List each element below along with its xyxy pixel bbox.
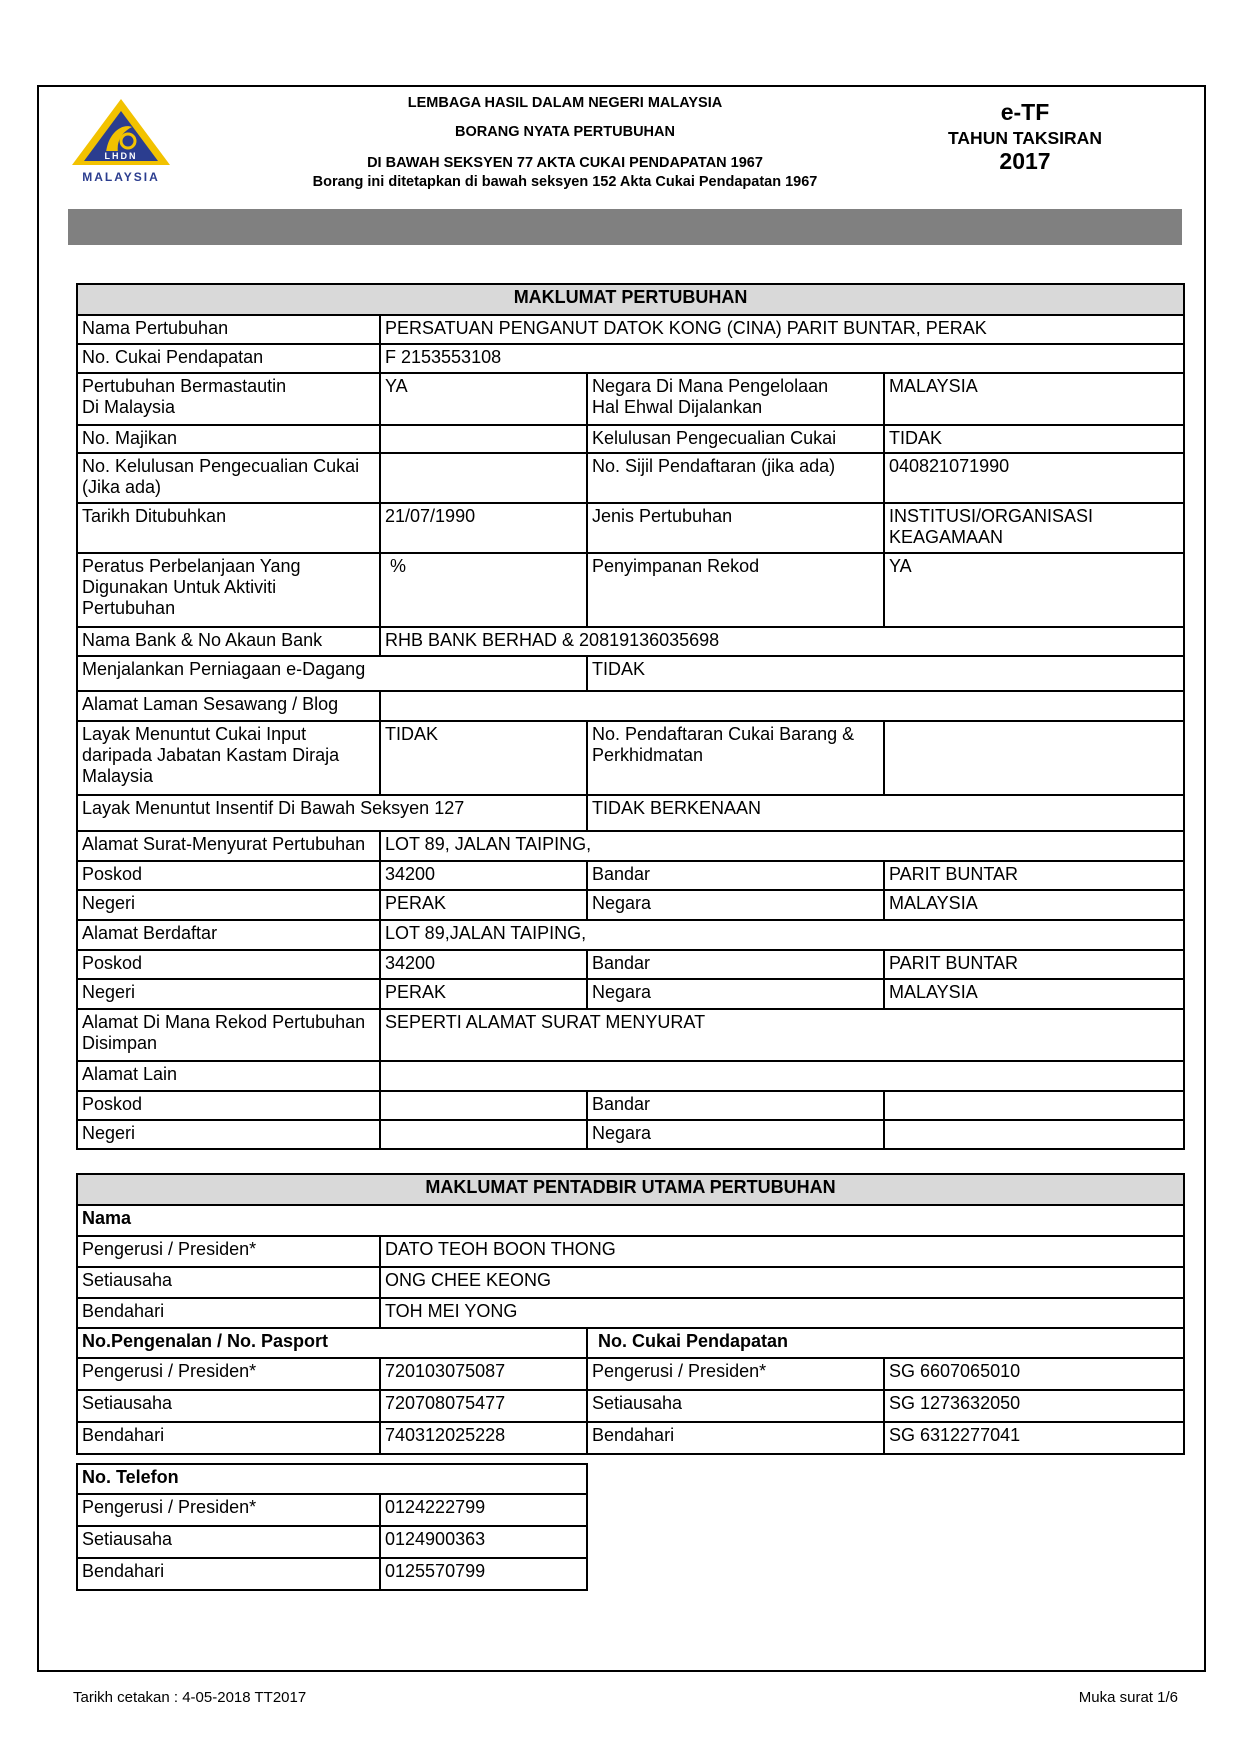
incentive-label: Layak Menuntut Insentif Di Bawah Seksyen 127 — [77, 795, 587, 831]
resident-label: Pertubuhan Bermastautin Di Malaysia — [77, 373, 380, 425]
incentive-value: TIDAK BERKENAAN — [587, 795, 1184, 831]
exempt-no-label: No. Kelulusan Pengecualian Cukai (Jika ada) — [77, 453, 380, 503]
reg-addr-value: LOT 89,JALAN TAIPING, — [380, 920, 1184, 950]
reg-country-label: Negara — [587, 979, 884, 1009]
other-postcode-value — [380, 1091, 587, 1120]
president-phone-label: Pengerusi / Presiden* — [77, 1494, 380, 1526]
tax-no-value: F 2153553108 — [380, 344, 1184, 373]
employer-no-value — [380, 425, 587, 453]
print-date: Tarikh cetakan : 4-05-2018 TT2017 — [73, 1689, 307, 1706]
reg-state-value: PERAK — [380, 979, 587, 1009]
reg-cert-value: 040821071990 — [884, 453, 1184, 503]
form-title: BORANG NYATA PERTUBUHAN — [455, 124, 675, 140]
other-country-label: Negara — [587, 1120, 884, 1149]
other-postcode-label: Poskod — [77, 1091, 380, 1120]
mail-city-value: PARIT BUNTAR — [884, 861, 1184, 890]
president-id: 720103075087 — [380, 1358, 587, 1390]
president-phone: 0124222799 — [380, 1494, 587, 1526]
treasurer-phone: 0125570799 — [380, 1558, 587, 1590]
input-tax-value: TIDAK — [380, 721, 587, 795]
records-label: Penyimpanan Rekod — [587, 553, 884, 627]
form-code: e-TF — [1000, 99, 1050, 125]
input-tax-label: Layak Menuntut Cukai Input daripada Jabatan Kastam Diraja Malaysia — [77, 721, 380, 795]
treasurer-phone-label: Bendahari — [77, 1558, 380, 1590]
president-id-label: Pengerusi / Presiden* — [77, 1358, 380, 1390]
mail-addr-value: LOT 89, JALAN TAIPING, — [380, 831, 1184, 861]
treasurer-tax: SG 6312277041 — [884, 1422, 1184, 1454]
section-title-admin: MAKLUMAT PENTADBIR UTAMA PERTUBUHAN — [77, 1174, 1184, 1205]
tax-heading: No. Cukai Pendapatan — [587, 1328, 1184, 1358]
secretary-label: Setiausaha — [77, 1267, 380, 1298]
website-value — [380, 691, 1184, 721]
mgmt-country-label: Negara Di Mana Pengelolaan Hal Ehwal Dijalankan — [587, 373, 884, 425]
id-heading: No.Pengenalan / No. Pasport — [77, 1328, 587, 1358]
ecommerce-label: Menjalankan Perniagaan e-Dagang — [77, 656, 587, 691]
reg-state-label: Negeri — [77, 979, 380, 1009]
mail-postcode-label: Poskod — [77, 861, 380, 890]
svg-text:LHDN: LHDN — [104, 151, 138, 161]
rec-addr-value: SEPERTI ALAMAT SURAT MENYURAT — [380, 1009, 1184, 1061]
svg-text:MALAYSIA: MALAYSIA — [82, 170, 160, 184]
website-label: Alamat Laman Sesawang / Blog — [77, 691, 380, 721]
other-country-value — [884, 1120, 1184, 1149]
secretary-id: 720708075477 — [380, 1390, 587, 1422]
exempt-no-value — [380, 453, 587, 503]
spend-pct-label: Peratus Perbelanjaan Yang Digunakan Untuk Aktiviti Pertubuhan — [77, 553, 380, 627]
other-addr-label: Alamat Lain — [77, 1061, 380, 1091]
other-city-value — [884, 1091, 1184, 1120]
mail-addr-label: Alamat Surat-Menyurat Pertubuhan — [77, 831, 380, 861]
header-band — [68, 209, 1182, 245]
mail-country-label: Negara — [587, 890, 884, 920]
rec-addr-label: Alamat Di Mana Rekod Pertubuhan Disimpan — [77, 1009, 380, 1061]
name-heading: Nama — [77, 1205, 1184, 1236]
other-addr-value — [380, 1061, 1184, 1091]
org-name-value: PERSATUAN PENGANUT DATOK KONG (CINA) PARIT BUNTAR, PERAK — [380, 315, 1184, 344]
assessment-year-label: TAHUN TAKSIRAN — [948, 128, 1102, 148]
reg-city-value: PARIT BUNTAR — [884, 950, 1184, 979]
agency-title: LEMBAGA HASIL DALAM NEGERI MALAYSIA — [407, 95, 723, 111]
reg-country-value: MALAYSIA — [884, 979, 1184, 1009]
resident-value: YA — [380, 373, 587, 425]
secretary-name: ONG CHEE KEONG — [380, 1267, 1184, 1298]
org-name-label: Nama Pertubuhan — [77, 315, 380, 344]
other-state-value — [380, 1120, 587, 1149]
other-state-label: Negeri — [77, 1120, 380, 1149]
reg-city-label: Bandar — [587, 950, 884, 979]
treasurer-id-label: Bendahari — [77, 1422, 380, 1454]
admin-info-table — [76, 1173, 1185, 1455]
reg-addr-label: Alamat Berdaftar — [77, 920, 380, 950]
org-info-table — [76, 283, 1185, 1150]
records-value: YA — [884, 553, 1184, 627]
mail-country-value: MALAYSIA — [884, 890, 1184, 920]
treasurer-id: 740312025228 — [380, 1422, 587, 1454]
treasurer-tax-label: Bendahari — [587, 1422, 884, 1454]
secretary-tax: SG 1273632050 — [884, 1390, 1184, 1422]
form-regulation: Borang ini ditetapkan di bawah seksyen 152 Akta Cukai Pendapatan 1967 — [312, 174, 818, 190]
lhdn-logo — [66, 97, 176, 185]
president-tax: SG 6607065010 — [884, 1358, 1184, 1390]
est-date-label: Tarikh Ditubuhkan — [77, 503, 380, 553]
president-tax-label: Pengerusi / Presiden* — [587, 1358, 884, 1390]
secretary-tax-label: Setiausaha — [587, 1390, 884, 1422]
gst-value — [884, 721, 1184, 795]
mail-state-value: PERAK — [380, 890, 587, 920]
phone-table — [76, 1463, 588, 1591]
phone-heading: No. Telefon — [77, 1464, 587, 1494]
page-number: Muka surat 1/6 — [1078, 1689, 1178, 1706]
mail-postcode-value: 34200 — [380, 861, 587, 890]
gst-label: No. Pendaftaran Cukai Barang & Perkhidmatan — [587, 721, 884, 795]
tax-exempt-label: Kelulusan Pengecualian Cukai — [587, 425, 884, 453]
mail-city-label: Bandar — [587, 861, 884, 890]
reg-postcode-label: Poskod — [77, 950, 380, 979]
employer-no-label: No. Majikan — [77, 425, 380, 453]
org-type-value: INSTITUSI/ORGANISASI KEAGAMAAN — [884, 503, 1184, 553]
bank-value: RHB BANK BERHAD & 20819136035698 — [380, 627, 1184, 656]
other-city-label: Bandar — [587, 1091, 884, 1120]
treasurer-name: TOH MEI YONG — [380, 1298, 1184, 1328]
tax-exempt-value: TIDAK — [884, 425, 1184, 453]
ecommerce-value: TIDAK — [587, 656, 1184, 691]
section-title-org: MAKLUMAT PERTUBUHAN — [77, 284, 1184, 315]
est-date-value: 21/07/1990 — [380, 503, 587, 553]
assessment-year: 2017 — [999, 148, 1051, 174]
secretary-phone-label: Setiausaha — [77, 1526, 380, 1558]
mgmt-country-value: MALAYSIA — [884, 373, 1184, 425]
president-label: Pengerusi / Presiden* — [77, 1236, 380, 1267]
mail-state-label: Negeri — [77, 890, 380, 920]
reg-postcode-value: 34200 — [380, 950, 587, 979]
treasurer-label: Bendahari — [77, 1298, 380, 1328]
tax-no-label: No. Cukai Pendapatan — [77, 344, 380, 373]
secretary-phone: 0124900363 — [380, 1526, 587, 1558]
reg-cert-label: No. Sijil Pendaftaran (jika ada) — [587, 453, 884, 503]
spend-pct-value: % — [380, 553, 587, 627]
bank-label: Nama Bank & No Akaun Bank — [77, 627, 380, 656]
form-section: DI BAWAH SEKSYEN 77 AKTA CUKAI PENDAPATAN 1967 — [367, 155, 763, 171]
org-type-label: Jenis Pertubuhan — [587, 503, 884, 553]
secretary-id-label: Setiausaha — [77, 1390, 380, 1422]
president-name: DATO TEOH BOON THONG — [380, 1236, 1184, 1267]
